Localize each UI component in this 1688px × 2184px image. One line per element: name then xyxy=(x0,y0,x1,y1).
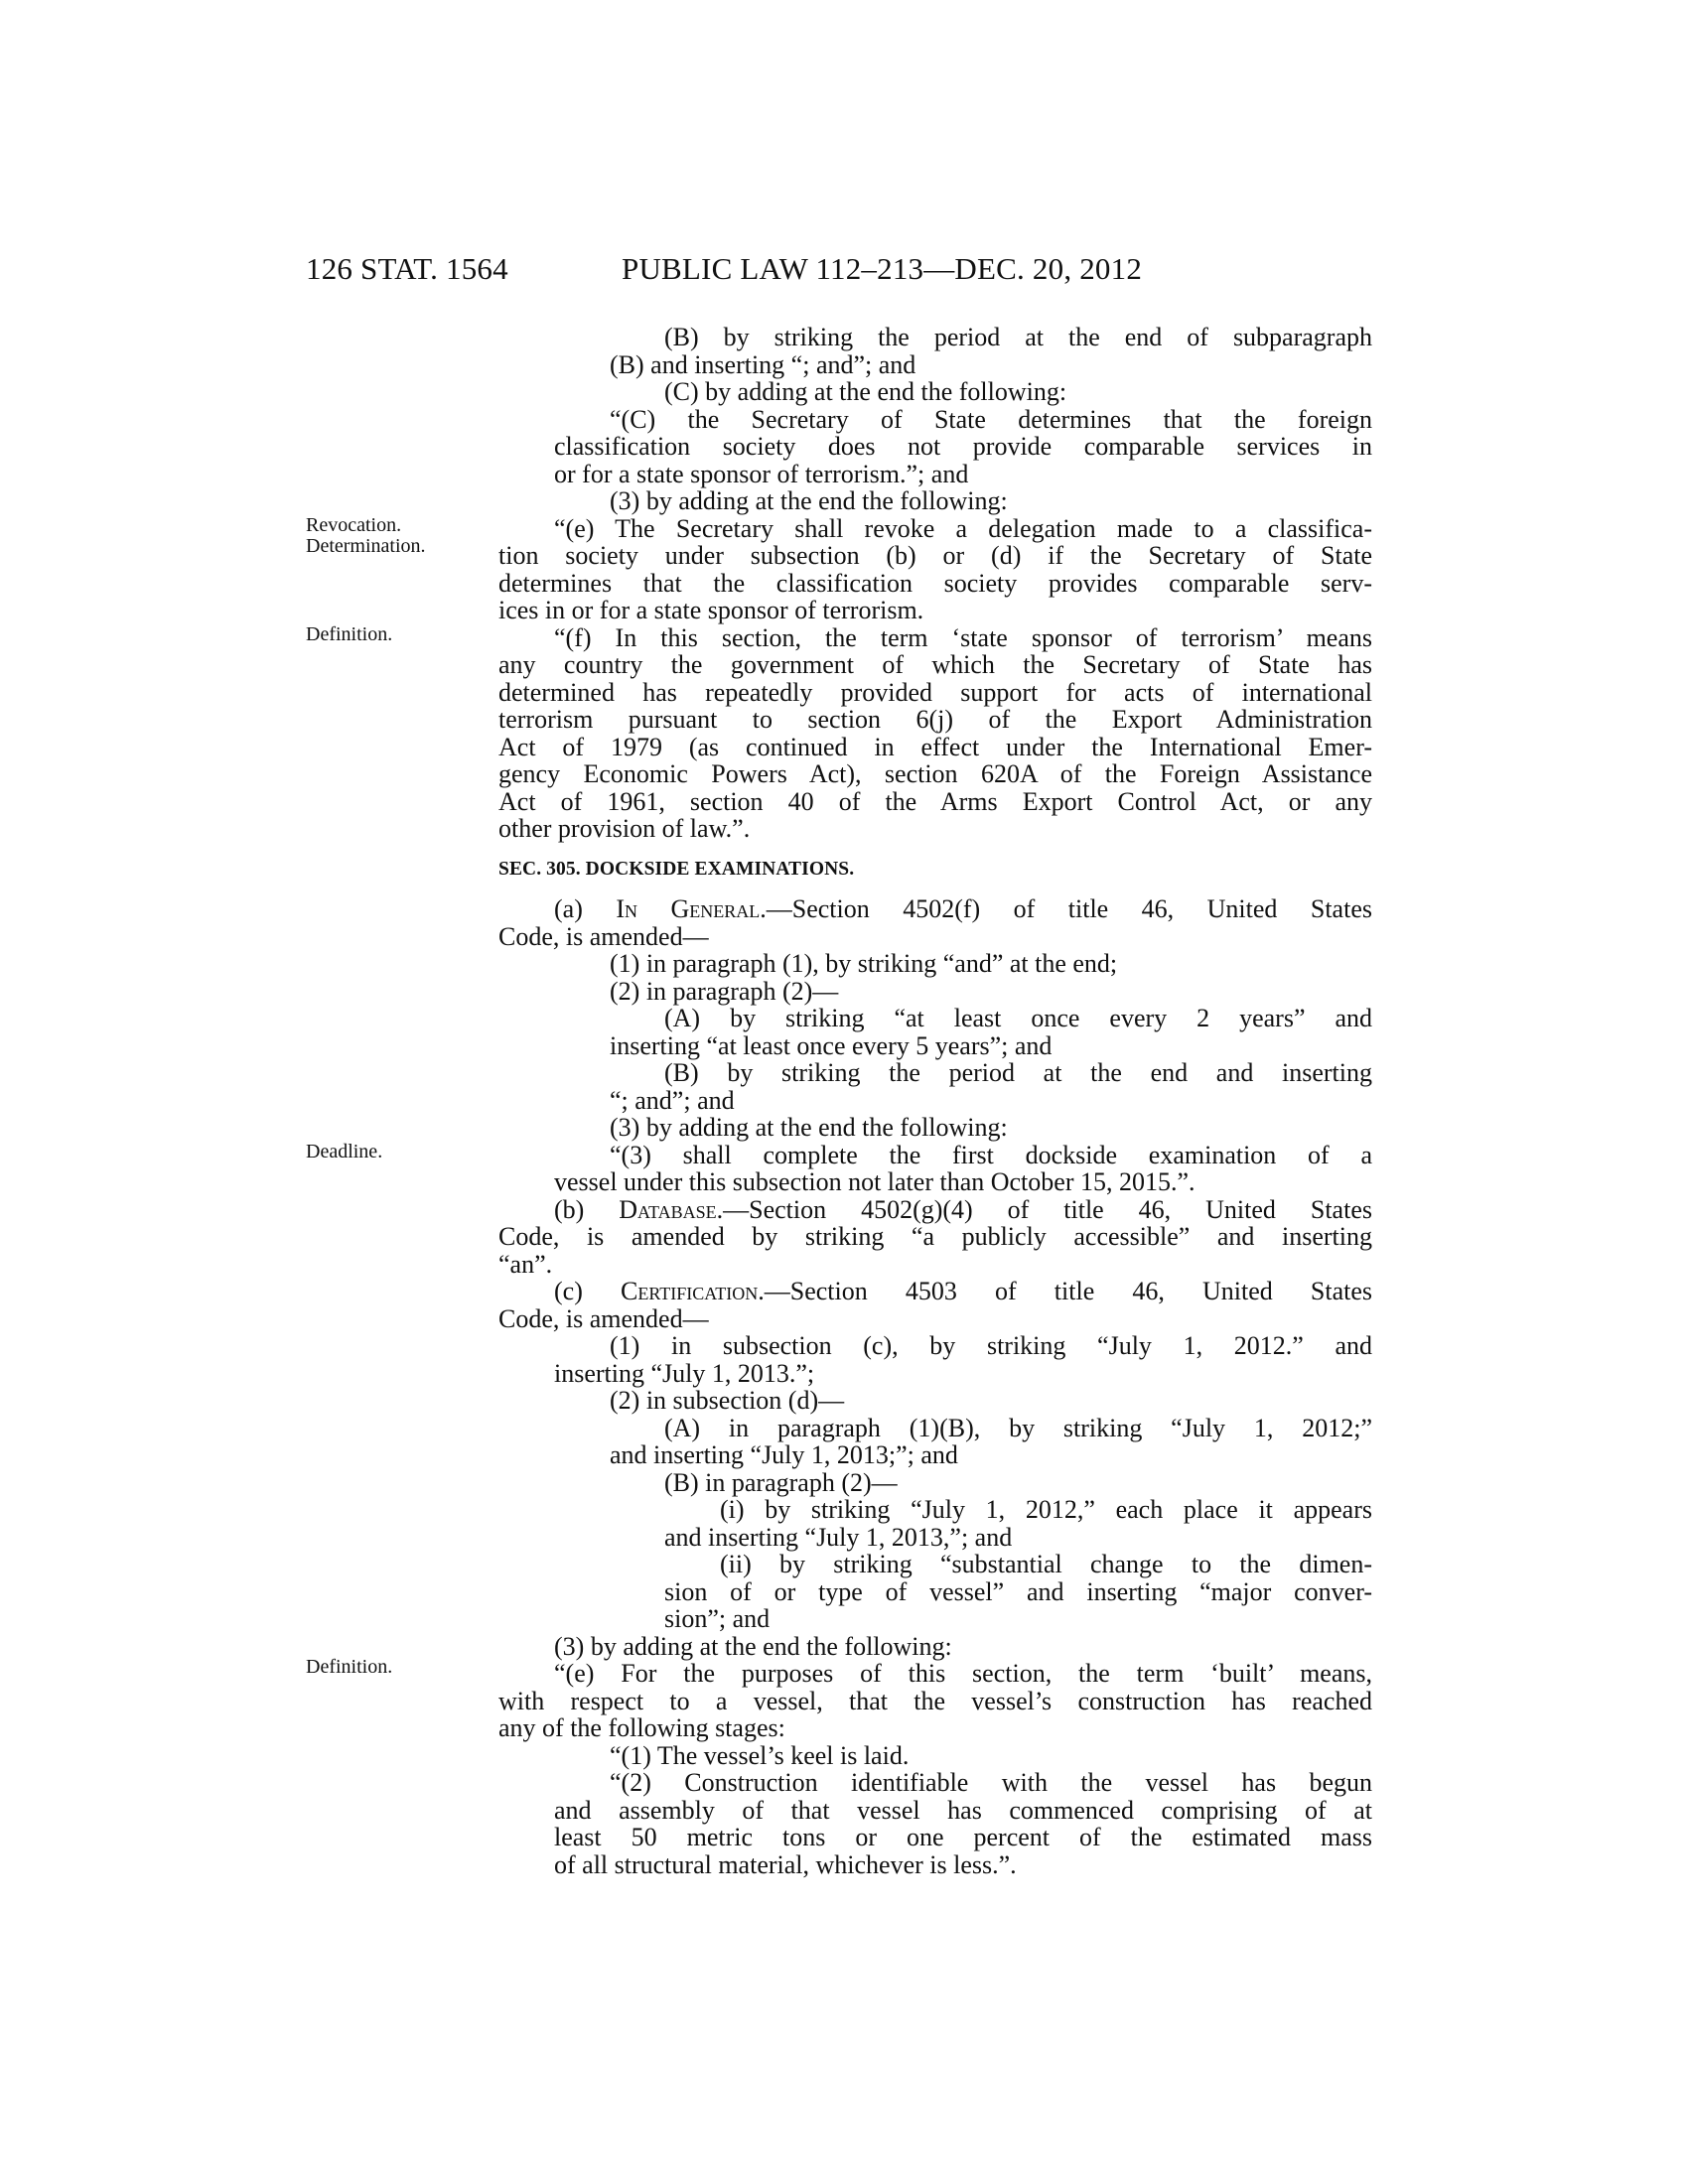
text-line: “(e) The Secretary shall revoke a delegation made to a classifica- xyxy=(554,513,1372,543)
text-line: (A) in paragraph (1)(B), by striking “July 1, 2012;” xyxy=(664,1413,1372,1442)
text-line: “(C) the Secretary of State determines that the foreign xyxy=(610,404,1372,434)
text-line: (3) by adding at the end the following: xyxy=(554,1631,952,1661)
text-line: (B) in paragraph (2)— xyxy=(664,1467,898,1497)
text-line: vessel under this subsection not later than October 15, 2015.”. xyxy=(554,1167,1196,1196)
text-line xyxy=(498,1196,1372,1224)
subsection-text: .—Section 4503 of title 46, United States xyxy=(758,1277,1373,1305)
text-line: sion of or type of vessel” and inserting “major conver- xyxy=(664,1576,1372,1606)
text-line: least 50 metric tons or one percent of the estimated mass xyxy=(554,1823,1372,1851)
text-line: (B) by striking the period at the end and inserting xyxy=(664,1058,1372,1087)
subsection-label: (b) xyxy=(554,1194,620,1224)
text-line: Code, is amended by striking “a publicly accessible” and inserting xyxy=(498,1222,1372,1251)
text-line: (B) by striking the period at the end of subparagraph xyxy=(664,323,1372,351)
text-line: (B) and inserting “; and”; and xyxy=(610,349,916,379)
text-line: sion”; and xyxy=(664,1604,771,1633)
text-line xyxy=(498,895,1372,923)
text-line: (C) by adding at the end the following: xyxy=(664,377,1067,406)
text-line: (2) in subsection (d)— xyxy=(610,1386,845,1415)
text-line: classification society does not provide comparable services in xyxy=(554,432,1372,461)
text-line: of all structural material, whichever is less.”. xyxy=(554,1849,1017,1879)
text-line: gency Economic Powers Act), section 620A of the Foreign Assistance xyxy=(498,759,1372,788)
subsection-label: (a) xyxy=(554,894,617,923)
text-line: or for a state sponsor of terrorism.”; and xyxy=(554,459,969,488)
text-line: (3) by adding at the end the following: xyxy=(610,1113,1008,1142)
text-line: Act of 1979 (as continued in effect under the International Emer- xyxy=(498,732,1372,761)
text-line: and assembly of that vessel has commenced comprising of at xyxy=(554,1795,1372,1825)
text-line xyxy=(498,1278,1372,1305)
text-line: “an”. xyxy=(498,1249,553,1279)
text-line: inserting “July 1, 2013.”; xyxy=(554,1358,815,1388)
subsection-heading: Certification xyxy=(621,1277,759,1305)
text-line: “(f) In this section, the term ‘state sponsor of terrorism’ means xyxy=(554,622,1372,652)
text-line: (1) in paragraph (1), by striking “and” at the end; xyxy=(610,949,1118,978)
text-line: (3) by adding at the end the following: xyxy=(610,486,1008,515)
margin-note-deadline: Deadline. xyxy=(306,1141,383,1162)
margin-note-determination: Determination. xyxy=(306,535,426,557)
text-line: any country the government of which the Secretary of State has xyxy=(498,650,1372,679)
text-line: Code, is amended— xyxy=(498,1303,709,1333)
text-line: other provision of law.”. xyxy=(498,814,751,843)
text-line: “(2) Construction identifiable with the vessel has begun xyxy=(610,1768,1372,1797)
text-line: (1) in subsection (c), by striking “July 1, 2012.” and xyxy=(610,1331,1372,1360)
text-line: tion society under subsection (b) or (d) if the Secretary of State xyxy=(498,541,1372,570)
text-line: (2) in paragraph (2)— xyxy=(610,976,839,1006)
text-line: “(1) The vessel’s keel is laid. xyxy=(610,1740,910,1770)
text-line: “(e) For the purposes of this section, the term ‘built’ means, xyxy=(554,1659,1372,1688)
page-header-stat: 126 STAT. 1564 xyxy=(306,251,508,286)
text-line: and inserting “July 1, 2013,”; and xyxy=(664,1522,1013,1552)
text-line: ices in or for a state sponsor of terrorism. xyxy=(498,596,924,624)
subsection-text: .—Section 4502(f) of title 46, United States xyxy=(760,894,1372,923)
text-line: with respect to a vessel, that the vessel’s construction has reached xyxy=(498,1686,1372,1715)
margin-note-revocation: Revocation. xyxy=(306,514,402,536)
text-line: (ii) by striking “substantial change to the dimen- xyxy=(720,1550,1372,1578)
text-line: determined has repeatedly provided support for acts of international xyxy=(498,677,1372,707)
text-line: and inserting “July 1, 2013;”; and xyxy=(610,1440,958,1469)
text-line: (i) by striking “July 1, 2012,” each place it appears xyxy=(720,1495,1372,1524)
text-line: “; and”; and xyxy=(610,1085,735,1115)
subsection-heading: Database xyxy=(619,1194,717,1224)
subsection-heading: In General xyxy=(616,894,761,923)
text-line: (A) by striking “at least once every 2 years” and xyxy=(664,1004,1372,1032)
page-header-title: PUBLIC LAW 112–213—DEC. 20, 2012 xyxy=(622,251,1143,286)
text-line: inserting “at least once every 5 years”; and xyxy=(610,1030,1053,1060)
subsection-label: (c) xyxy=(554,1277,621,1305)
text-line: Act of 1961, section 40 of the Arms Export Control Act, or any xyxy=(498,786,1372,816)
text-line: any of the following stages: xyxy=(498,1713,785,1742)
text-line: “(3) shall complete the first dockside examination of a xyxy=(610,1140,1372,1169)
subsection-text: .—Section 4502(g)(4) of title 46, United States xyxy=(716,1194,1372,1224)
text-line: terrorism pursuant to section 6(j) of the Export Administration xyxy=(498,705,1372,734)
document-body xyxy=(498,324,1372,1878)
margin-note-definition: Definition. xyxy=(306,1656,393,1678)
text-line: determines that the classification society provides comparable serv- xyxy=(498,568,1372,598)
text-line: Code, is amended— xyxy=(498,921,709,951)
section-heading: SEC. 305. DOCKSIDE EXAMINATIONS. xyxy=(498,858,855,880)
margin-note-definition: Definition. xyxy=(306,623,393,645)
